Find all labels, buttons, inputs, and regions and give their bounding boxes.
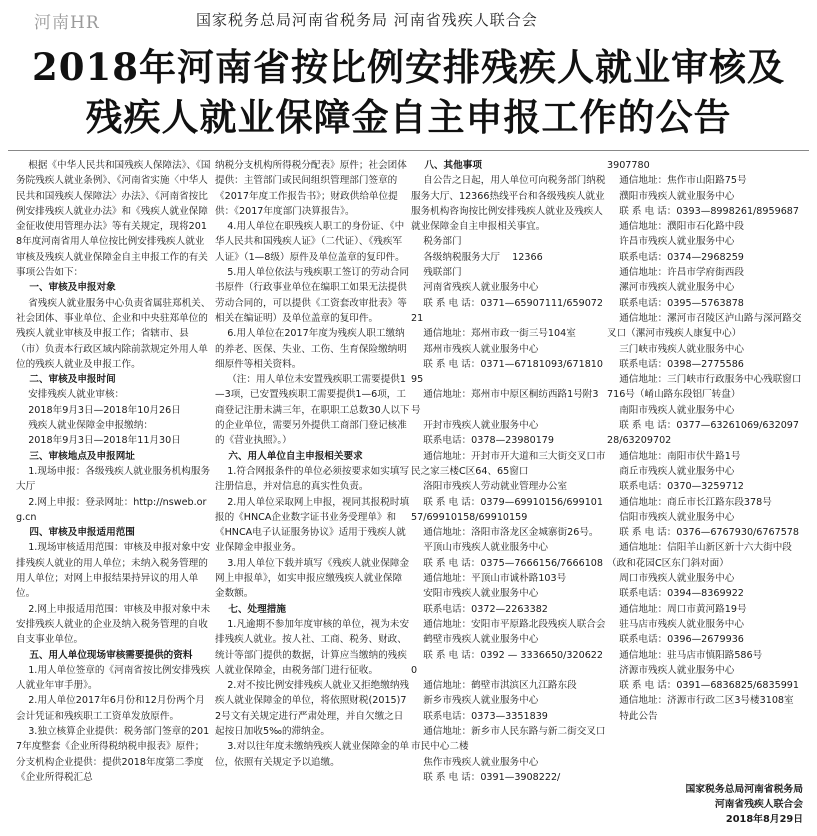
paragraph: （注：用人单位未安置残疾职工需要提供1—3项，已安置残疾职工需要提供1—6项，工商登记注册未满三年，在职职工总数30人以下的企业单位，需要另外提供工商部门登记核准的《营业执照》。） <box>215 374 410 447</box>
paragraph: 郑州市残疾人就业服务中心 <box>411 343 539 355</box>
paragraph: 1.用人单位签章的《河南省按比例安排残疾人就业年审手册》。 <box>16 664 211 692</box>
paragraph: 2.用人单位2017年6月份和12月份两个月会计凭证和残疾职工工资单发放原件。 <box>16 695 205 722</box>
section-heading: 二、审核及申报时间 <box>16 374 116 386</box>
paragraph: 1.现场申报：各级残疾人就业服务机构服务大厅 <box>16 465 211 493</box>
paragraph: 通信地址：濮阳市石化路中段 <box>607 221 744 233</box>
watermark-logo: 河南HR <box>34 13 100 33</box>
paragraph: 濮阳市残疾人就业服务中心 <box>607 190 735 202</box>
paragraph: 自公告之日起，用人单位可向税务部门纳税服务大厅、12366热线平台和各级残疾人就业服务机构咨询按比例安排残疾人就业及残疾人就业保障金自主申报相关事宜。 <box>411 175 606 233</box>
paragraph: 联 系 电 话：0371—67181093/67181095 <box>411 358 604 386</box>
paragraph: 联系电话：0372—2263382 <box>411 603 548 615</box>
paragraph: 通信地址：南阳市伏牛路1号 <box>607 450 741 462</box>
paragraph: 许昌市残疾人就业服务中心 <box>607 236 735 248</box>
paragraph: 安排残疾人就业审核： <box>16 389 125 401</box>
paragraph: 平顶山市残疾人就业服务中心 <box>411 542 548 554</box>
paragraph: 联系电话：0398—2775586 <box>607 358 744 370</box>
paragraph: 通信地址：商丘市长江路东段378号 <box>607 496 772 508</box>
paragraph: 通信地址：鹤壁市淇滨区九江路东段 <box>411 680 577 692</box>
section-heading: 四、审核及申报适用范围 <box>16 527 135 539</box>
paragraph: 商丘市残疾人就业服务中心 <box>607 465 735 477</box>
paragraph: 2.网上申报适用范围：审核及申报对象中未安排残疾人就业的企业及纳入税务管理的自收自支事业单位。 <box>16 603 211 646</box>
paragraph: 通信地址：焦作市山阳路75号 <box>607 175 747 187</box>
paragraph: 纳税分支机构所得税分配表》原件；社会团体提供：主管部门或民间组织管理部门签章的《2017年度工作报告书》；财政供给单位提供：《2017年度部门决算报告》。 <box>215 160 407 217</box>
paragraph: 3.用人单位下载并填写《残疾人就业保障金网上申报单》，如实申报应缴残疾人就业保障金数额。 <box>215 557 410 600</box>
paragraph: 联系电话：0370—3259712 <box>607 481 744 493</box>
page-title-line-2: 残疾人就业保障金自主申报工作的公告 <box>85 95 732 139</box>
section-heading: 一、审核及申报对象 <box>16 282 116 294</box>
text-column-4 <box>607 158 803 836</box>
paragraph: 1.符合网报条件的单位必须按要求如实填写注册信息，并对信息的真实性负责。 <box>215 465 410 493</box>
paragraph: 4.用人单位在职残疾人职工的身份证、《中华人民共和国残疾人证》（二代证）、《残疾军人证》（1—8级）原件及单位盖章的复印件。 <box>215 221 405 263</box>
announcement-body <box>0 158 817 836</box>
paragraph: 特此公告 <box>607 710 658 722</box>
paragraph: 联 系 电 话：0377—63261069/63209728/63209702 <box>607 420 800 447</box>
paragraph: 通信地址：平顶山市诚朴路103号 <box>411 573 567 585</box>
paragraph: 2018年9月3日—2018年10月26日 <box>16 404 181 416</box>
paragraph: 通信地址：三门峡市行政服务中心残联窗口716号（崤山路东段铝厂转盘） <box>607 374 802 401</box>
paragraph: 联 系 电 话：0375—7666156/7666108 <box>411 557 604 569</box>
paragraph: 1.凡逾期不参加年度审核的单位，视为未安排残疾人就业。按人社、工商、税务、财政、统计等部门提供的数据，计算应当缴纳的残疾人就业保障金，由税务部门进行征收。 <box>215 618 410 676</box>
paragraph: 2.对不按比例安排残疾人就业又拒绝缴纳残疾人就业保障金的单位，将依照财税(2015)72号文有关规定进行严肃处理，并自欠缴之日起按日加收5‰的滞纳金。 <box>215 680 410 737</box>
title-divider <box>8 150 809 151</box>
text-column-2 <box>215 158 411 836</box>
paragraph: 6.用人单位在2017年度为残疾人职工缴纳的养老、医保、失业、工伤、生育保险缴纳明细原件等相关资料。 <box>215 328 407 370</box>
signoff-disabled-federation: 河南省残疾人联合会 <box>714 799 803 810</box>
paragraph: 1.现场审核适用范围：审核及申报对象中安排残疾人就业的用人单位；未纳入税务管理的用人单位；对网上申报结果持异议的用人单位。 <box>16 542 211 600</box>
paragraph: 济源市残疾人就业服务中心 <box>607 664 735 676</box>
paragraph: 联系电话：0373—3351839 <box>411 710 548 722</box>
paragraph: 联 系 电 话：0371—65907111/65907221 <box>411 297 604 324</box>
paragraph: 联 系 电 话：0393—8998261/8959687 <box>607 205 800 217</box>
paragraph: 联系电话：0378—23980179 <box>411 435 555 447</box>
paragraph: 联 系 电 话：0376—6767930/6767578 <box>607 527 800 539</box>
paragraph: 联 系 电 话：0391—6836825/6835991 <box>607 680 800 692</box>
paragraph: 2.网上申报：登录网址：http://nsweb.org.cn <box>16 496 207 523</box>
paragraph: 鹤壁市残疾人就业服务中心 <box>411 634 539 646</box>
paragraph: 河南省残疾人就业服务中心 <box>411 282 539 294</box>
paragraph: 3.对以往年度未缴纳残疾人就业保障金的单位，依照有关规定予以追缴。 <box>215 741 410 768</box>
paragraph: 联系电话：0395—5763878 <box>607 297 744 309</box>
section-heading: 七、处理措施 <box>215 603 286 615</box>
paragraph: 通信地址：驻马店市慎阳路586号 <box>607 649 763 661</box>
paragraph: 通信地址：郑州市政一街三号104室 <box>411 328 576 340</box>
paragraph: 税务部门 <box>411 236 462 248</box>
paragraph: 3.独立核算企业提供：税务部门签章的2017年度整套《企业所得税纳税申报表》原件；分支机构企业提供：提供2018年度第二季度《企业所得税汇总 <box>16 725 210 783</box>
paragraph: 2.用人单位采取网上申报，视同其报税时填报的《HNCA企业数字证书业务受理单》和《HNCA电子认证服务协议》适用于残疾人就业保障金申报业务。 <box>215 496 410 554</box>
paragraph: 信阳市残疾人就业服务中心 <box>607 511 735 523</box>
signoff-date: 2018年8月29日 <box>725 814 803 825</box>
paragraph: 周口市残疾人就业服务中心 <box>607 573 735 585</box>
paragraph: 残联部门 <box>411 267 462 279</box>
paragraph: 安阳市残疾人就业服务中心 <box>411 588 539 600</box>
paragraph: 南阳市残疾人就业服务中心 <box>607 404 735 416</box>
paragraph: 三门峡市残疾人就业服务中心 <box>607 343 744 355</box>
paragraph: 洛阳市残疾人劳动就业管理办公室 <box>411 481 568 493</box>
paragraph: 通信地址：安阳市平原路北段残疾人联合会 <box>411 618 606 630</box>
paragraph: 3907780 <box>607 160 650 171</box>
section-heading: 八、其他事项 <box>411 160 482 171</box>
section-heading: 三、审核地点及申报网址 <box>16 450 135 462</box>
text-column-3 <box>411 158 607 836</box>
paragraph: 漯河市残疾人就业服务中心 <box>607 282 735 294</box>
paragraph: 通信地址：漯河市召陵区泸山路与深河路交叉口（漯河市残疾人康复中心） <box>607 312 802 340</box>
paragraph: 通信地址：信阳羊山新区新十六大街中段（政和花园C区东门斜对面） <box>607 542 792 569</box>
paragraph: 5.用人单位依法与残疾职工签订的劳动合同书原件（行政事业单位在编职工如果无法提供劳动合同的，可以提供《工资套改审批表》等相关在编证明）及单位盖章的复印件。 <box>215 267 410 324</box>
paragraph: 2018年9月3日—2018年11月30日 <box>16 435 181 447</box>
paragraph: 各级纳税服务大厅 12366 <box>411 251 543 263</box>
paragraph: 驻马店市残疾人就业服务中心 <box>607 618 744 630</box>
paragraph: 通信地址：济源市行政二区3号楼3108室 <box>607 695 794 707</box>
paragraph: 联系电话：0374—2968259 <box>607 251 744 263</box>
paragraph: 通信地址：洛阳市洛龙区金城寨街26号。 <box>411 527 599 539</box>
issuing-agencies: 国家税务总局河南省税务局 河南省残疾人联合会 <box>196 11 538 29</box>
paragraph: 联 系 电 话：0391—3908222/ <box>411 771 561 783</box>
paragraph: 新乡市残疾人就业服务中心 <box>411 695 539 707</box>
paragraph: 通信地址：周口市黄河路19号 <box>607 603 747 615</box>
paragraph: 通信地址：许昌市学府街西段 <box>607 267 744 279</box>
paragraph: 残疾人就业保障金申报缴纳： <box>16 420 153 432</box>
paragraph: 联 系 电 话：0379—69910156/69910157/69910158/69910159 <box>411 496 604 523</box>
section-heading: 六、用人单位自主申报相关要求 <box>215 450 363 462</box>
paragraph: 开封市残疾人就业服务中心 <box>411 420 539 432</box>
paragraph: 通信地址：新乡市人民东路与新二街交叉口市民中心二楼 <box>411 725 606 753</box>
page-title-line-1: 2018年河南省按比例安排残疾人就业审核及 <box>32 45 785 89</box>
paragraph: 通信地址：开封市开大道和三大街交叉口市民之家三楼C区64、65窗口 <box>411 450 606 477</box>
paragraph: 省残疾人就业服务中心负责省属驻郑机关、社会团体、事业单位、企业和中央驻郑单位的残疾人就业审核及申报工作；省辖市、县（市）负责本行政区域内除前款规定外用人单位的残疾人就业及申报工作。 <box>16 297 211 370</box>
signoff-tax-bureau: 国家税务总局河南省税务局 <box>685 784 803 795</box>
section-heading: 五、用人单位现场审核需要提供的资料 <box>16 649 193 661</box>
paragraph: 通信地址：郑州市中原区桐纺西路1号附3号 <box>411 389 599 416</box>
text-column-1 <box>16 158 212 836</box>
paragraph: 根据《中华人民共和国残疾人保障法》、《国务院残疾人就业条例》、《河南省实施〈中华人民共和国残疾人保障法〉办法》、《河南省按比例安排残疾人就业办法》和《残疾人就业保障金征收使用管理办法》等有关规定，现将2018年度河南省用人单位按比例安排残疾人就业审核及残疾人就业保障金自主申报工作的有关事项公告如下： <box>16 160 211 279</box>
paragraph: 焦作市残疾人就业服务中心 <box>411 756 539 768</box>
paragraph: 联系电话：0396—2679936 <box>607 634 744 646</box>
paragraph: 联 系 电 话：0392 — 3336650/3206220 <box>411 649 604 676</box>
paragraph: 联系电话：0394—8369922 <box>607 588 744 600</box>
